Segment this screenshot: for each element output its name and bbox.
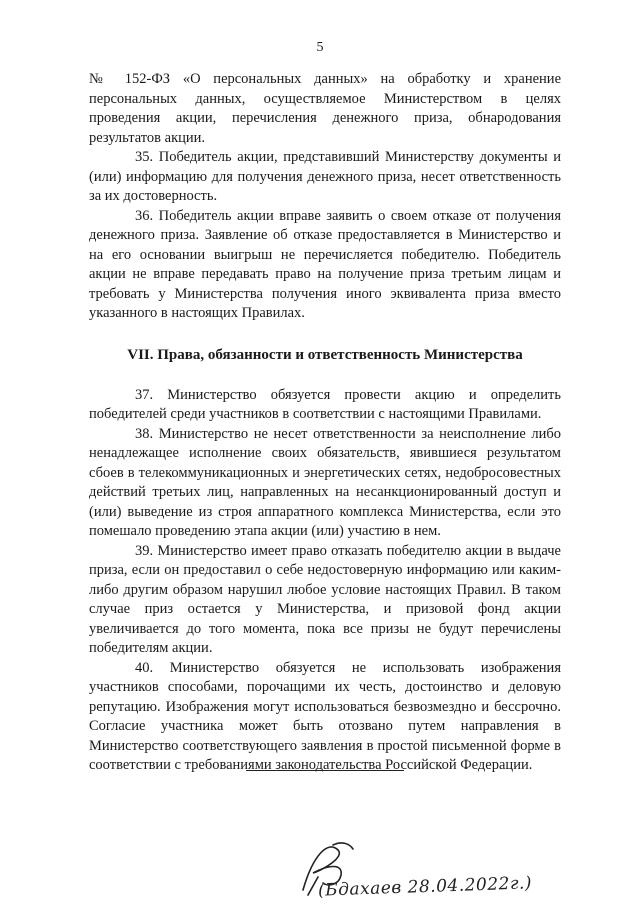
document-body — [89, 70, 561, 776]
section-heading: VII. Права, обязанности и ответственность Министерства — [127, 346, 523, 363]
page-number: 5 — [316, 40, 324, 55]
paragraph-36: 36. Победитель акции вправе заявить о своем отказе от получения денежного приза. Заявление об отказе предоставляется в Министерство и на его основании выигрыш не перечисляется победителю. Победитель акции не вправе передавать право на получение приза третьим лицам и требовать у Министерства получения иного эквивалента приза вместо указанного в настоящих Правилах. — [89, 207, 561, 321]
paragraph-40: 40. Министерство обязуется не использовать изображения участников способами, порочащими их честь, достоинство и деловую репутацию. Изображения могут использоваться безвозмездно и бессрочно. Согласие участника может быть отозвано путем направления в Министерство соответствующего заявления в простой письменной форме в соответствии с требованиями законодательства Российской Федерации. — [89, 659, 561, 773]
paragraph-38: 38. Министерство не несет ответственности за неисполнение либо ненадлежащее исполнение своих обязательств, явившиеся результатом сбоев в телекоммуникационных и энергетических сетях, недобросовестных действий третьих лиц, направленных на несанкционированный доступ и (или) выведение из строя аппаратного комплекса Министерства, если это помешало проведению этапа акции (или) участию в нем. — [89, 425, 561, 539]
paragraph-35: 35. Победитель акции, представивший Министерству документы и (или) информацию для получения денежного приза, несет ответственность за их достоверность. — [89, 149, 561, 204]
end-divider — [246, 770, 404, 771]
paragraph-continuation: № 152-ФЗ «О персональных данных» на обработку и хранение персональных данных, осуществляемое Министерством в целях проведения акции, перечисления денежного приза, обнародования результатов акции. — [89, 71, 561, 146]
paragraph-37: 37. Министерство обязуется провести акцию и определить победителей среди участников в соответствии с настоящими Правилами. — [89, 386, 561, 422]
signature-note: (Бдахаев 28.04.2022г.) — [317, 873, 533, 901]
paragraph-39: 39. Министерство имеет право отказать победителю акции в выдаче приза, если он предоставил о себе недостоверную информацию или каким-либо другим образом нарушил любое условие настоящих Правил. В таком случае приз остается у Министерства, и призовой фонд акции увеличивается до того момента, пока все призы не будут перечислены победителям акции. — [89, 542, 561, 656]
